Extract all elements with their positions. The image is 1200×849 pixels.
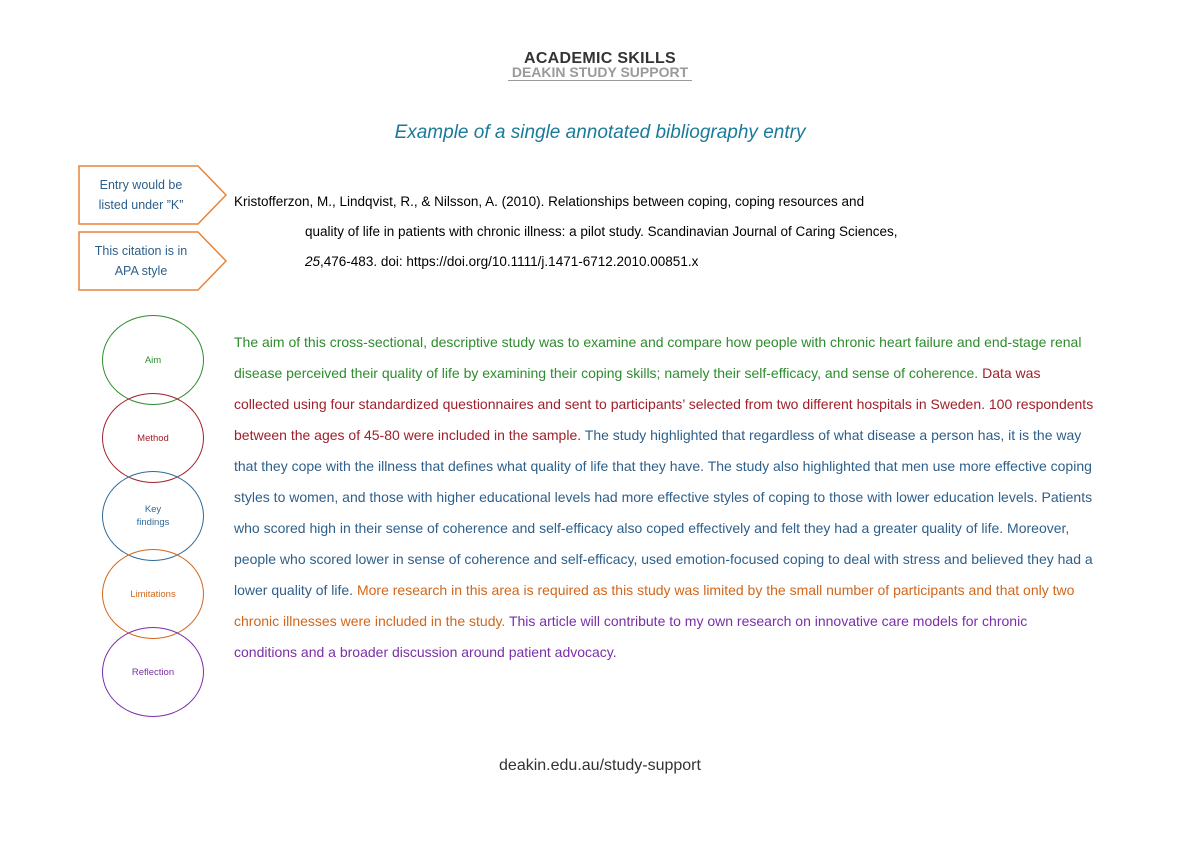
header-subtitle-text: DEAKIN STUDY SUPPORT [508,64,692,81]
annotation-reflection: This article will contribute to my own research on innovative care models for chronic conditions and a broader discussion around patient advocacy. [234,613,1028,660]
annotation-aim: The aim of this cross-sectional, descriptive study was to examine and compare how people with chronic heart failure and end-stage renal disease perceived their quality of life by examining their coping skills; namely their self-efficacy, and sense of coherence. [234,334,1082,381]
callout-apa-style-text [78,231,200,291]
circle-aim-label: Aim [144,354,162,366]
citation-line-3 [234,249,1034,279]
header-subtitle [0,64,1200,80]
citation-pages-doi: ,476-483. doi: https://doi.org/10.1111/j.1471-6712.2010.00851.x [320,254,699,269]
annotation-method: Data was collected using four standardized questionnaires and sent to participants’ selected from two different hospitals in Sweden. 100 respondents between the ages of 45-80 were included in the sample. [234,365,1094,443]
annotation-findings: The study highlighted that regardless of what disease a person has, it is the way that they cope with the illness that defines what quality of life that they have. The study also highlighted that men use more effective coping styles to women, and those with higher educational levels had more effective styles of coping to those with lower education levels. Patients who scored high in their sense of coherence and self-efficacy also coped effectively and felt they had a greater quality of life. Moreover, people who scored lower in sense of coherence and self-efficacy, used emotion-focused coping to deal with stress and believed they had a lower quality of life. [234,427,1093,598]
circle-limitations-label: Limitations [130,588,176,600]
citation-entry [234,189,1034,279]
footer-url: deakin.edu.au/study-support [499,757,701,774]
header-title: ACADEMIC SKILLS [523,50,677,67]
callout-entry-letter-line2: listed under ”K” [98,198,184,212]
page-title: Example of a single annotated bibliography entry [394,122,806,143]
callout-apa-style-line1: This citation is in [94,244,188,258]
circle-key-findings-label-1: Key [144,504,162,515]
circle-key-findings [102,471,204,561]
callout-entry-letter [78,165,228,225]
circle-method [102,393,204,483]
callout-apa-style [78,231,228,291]
circle-method-label: Method [137,432,169,444]
circle-aim [102,315,204,405]
callout-entry-letter-line1: Entry would be [99,178,183,192]
circle-key-findings-label-2: findings [136,517,170,528]
citation-line-1: Kristofferzon, M., Lindqvist, R., & Nilsson, A. (2010). Relationships between coping, coping resources and [234,194,865,209]
circle-limitations [102,549,204,639]
citation-volume: 25 [305,254,321,269]
circle-reflection [102,627,204,717]
annotation-limitations: More research in this area is required as this study was limited by the small number of participants and that only two chronic illnesses were included in the study. [234,582,1075,629]
callout-apa-style-line2: APA style [114,264,168,278]
callout-entry-letter-text [78,165,200,225]
circle-reflection-label: Reflection [131,666,175,678]
citation-line-2: quality of life in patients with chronic illness: a pilot study. Scandinavian Journal of Caring Sciences, [305,224,898,239]
annotation-paragraph [234,327,1094,668]
